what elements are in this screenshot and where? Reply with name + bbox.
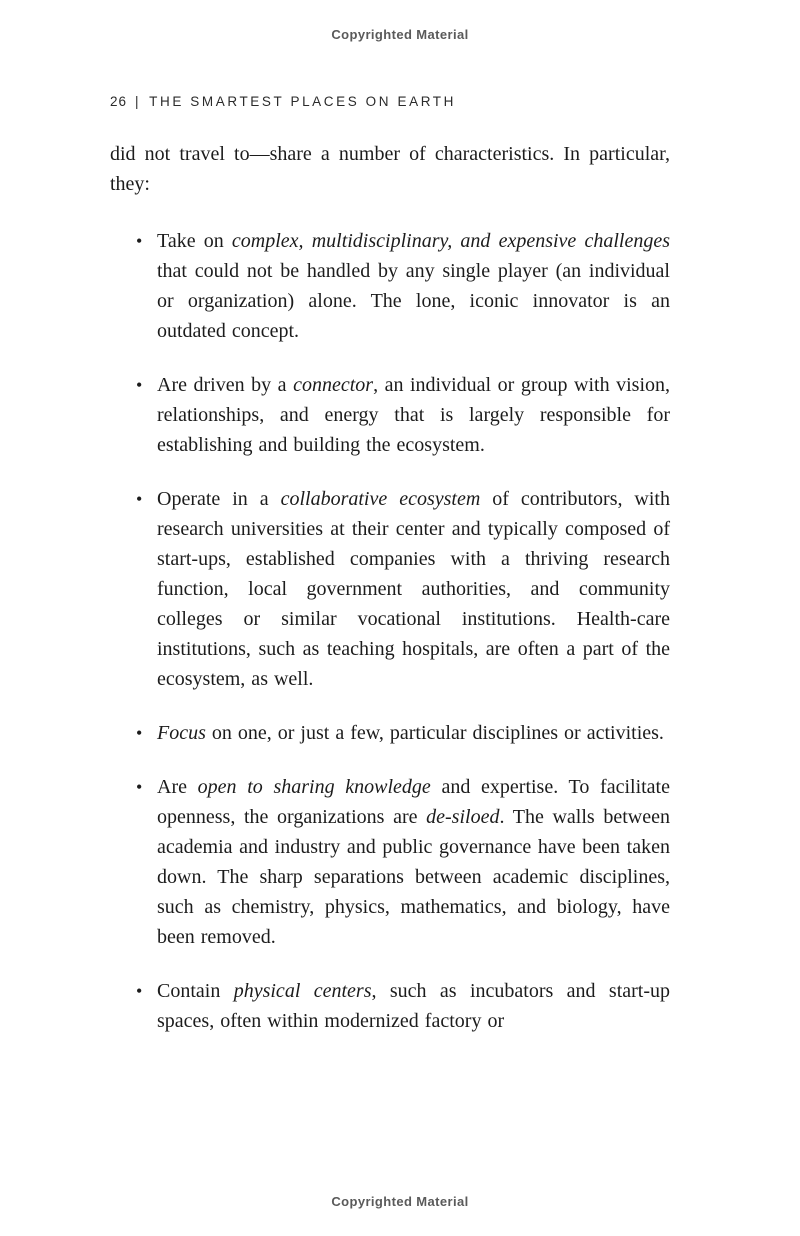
italic-text-run: Focus	[157, 722, 206, 744]
text-run: , an individual or group with vision, relationships, and energy that is largely responsible for establishing and building the ecosystem.	[157, 374, 670, 456]
text-run: Are	[157, 776, 198, 798]
italic-text-run: connector	[293, 374, 374, 396]
text-run: did not travel to—share a number of characteristics. In particular, they:	[110, 143, 670, 195]
copyright-notice-bottom: Copyrighted Material	[331, 1194, 469, 1209]
list-item-text	[157, 484, 670, 694]
intro-paragraph	[110, 139, 670, 199]
text-run: Take on	[157, 230, 232, 252]
text-run: that could not be handled by any single player (an individual or organization) alone. The lone, iconic innovator is an outdated concept.	[157, 260, 670, 342]
bullet-list	[110, 226, 670, 1060]
running-header	[110, 94, 456, 109]
copyright-notice-top: Copyrighted Material	[331, 27, 469, 42]
italic-text-run: physical centers	[233, 980, 372, 1002]
italic-text-run: complex, multidisciplinary, and expensive challenges	[231, 230, 670, 252]
list-item	[110, 484, 670, 694]
text-run: Operate in a	[157, 488, 281, 510]
list-item	[110, 226, 670, 346]
list-item	[110, 718, 670, 748]
list-item-text	[157, 718, 670, 748]
text-run: on one, or just a few, particular disciplines or activities.	[205, 722, 664, 744]
bullet-icon: •	[136, 777, 143, 797]
text-run: Contain	[157, 980, 234, 1002]
text-run: . The walls between academia and industry and public governance have been taken down. The sharp separations between academic disciplines, such as chemistry, physics, mathematics, and biology, have been removed.	[157, 806, 670, 948]
bullet-icon: •	[136, 723, 143, 743]
bullet-icon: •	[136, 489, 143, 509]
text-run: and expertise. To facilitate openness, the organizations are	[157, 776, 670, 828]
list-item	[110, 772, 670, 952]
list-item-text	[157, 976, 670, 1036]
bullet-icon: •	[136, 981, 143, 1001]
header-separator: |	[135, 94, 142, 109]
bullet-icon: •	[136, 375, 143, 395]
running-title: THE SMARTEST PLACES ON EARTH	[149, 94, 456, 109]
list-item	[110, 976, 670, 1036]
list-item-text	[157, 370, 670, 460]
list-item-text	[157, 772, 670, 952]
page-number: 26	[110, 94, 128, 109]
text-run: , such as incubators and start-up spaces, often within modernized factory or	[157, 980, 671, 1032]
list-item-text	[157, 226, 670, 346]
bullet-icon: •	[136, 231, 143, 251]
italic-text-run: de-siloed	[426, 806, 500, 828]
list-item	[110, 370, 670, 460]
text-run: Are driven by a	[157, 374, 294, 396]
text-run: of contributors, with research universities at their center and typically composed of start-ups, established companies with a thriving research function, local government authorities, and community colleges or similar vocational institutions. Health-care institutions, such as teaching hospitals, are often a part of the ecosystem, as well.	[157, 488, 670, 690]
italic-text-run: open to sharing knowledge	[197, 776, 431, 798]
italic-text-run: collaborative ecosystem	[280, 488, 481, 510]
